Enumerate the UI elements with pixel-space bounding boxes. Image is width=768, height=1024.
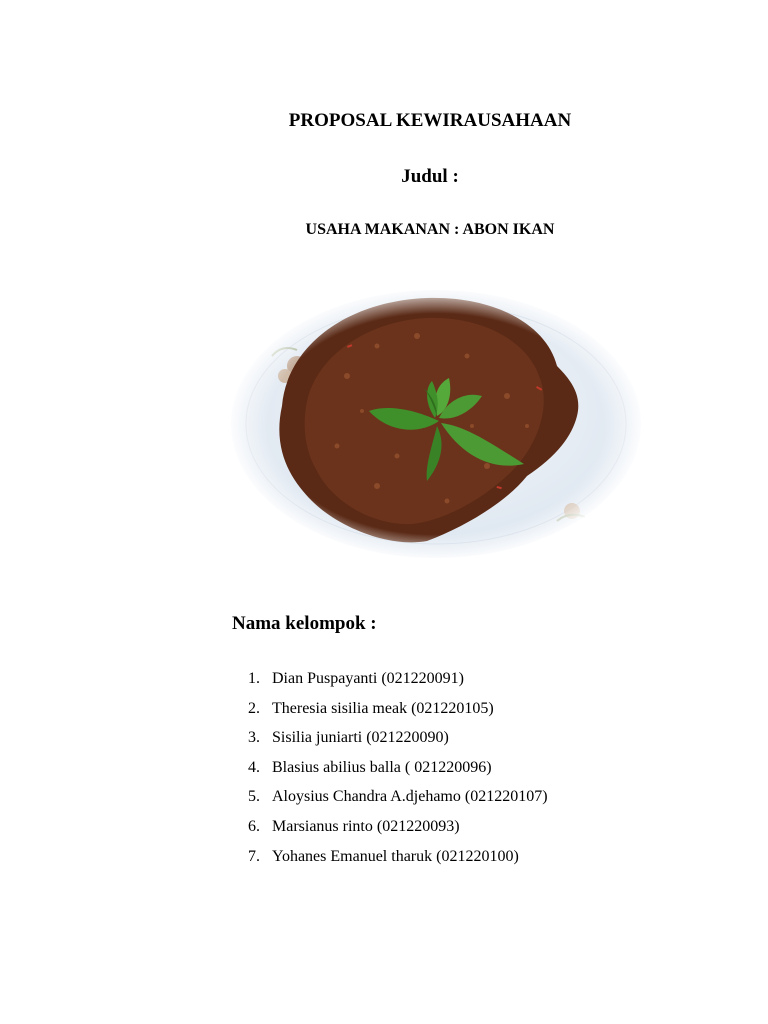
member-name: Marsianus rinto (021220093) [272,817,460,835]
member-name: Sisilia juniarti (021220090) [272,729,449,747]
list-number: 5. [248,788,260,806]
list-number: 2. [248,699,260,717]
member-list [248,664,548,871]
abon-ikan-photo [227,286,645,562]
document-title: PROPOSAL KEWIRAUSAHAAN [288,110,572,131]
list-number: 4. [248,758,260,776]
member-name: Aloysius Chandra A.djehamo (021220107) [272,788,548,806]
list-number: 1. [248,670,260,687]
list-number: 6. [248,817,260,835]
list-item [248,753,548,783]
member-name: Theresia sisilia meak (021220105) [272,699,494,717]
list-item [248,812,548,842]
list-item [248,842,548,872]
list-number: 3. [248,729,260,747]
member-name: Yohanes Emanuel tharuk (021220100) [272,847,519,865]
list-number: 7. [248,847,260,865]
judul-label: Judul : [401,166,459,187]
abon-ikan-illustration [227,286,645,562]
business-title: USAHA MAKANAN : ABON IKAN [305,221,555,238]
members-heading: Nama kelompok : [232,613,377,634]
list-item [248,694,548,724]
member-name: Dian Puspayanti (021220091) [272,670,464,687]
list-item [248,664,548,694]
list-item [248,723,548,753]
member-name: Blasius abilius balla ( 021220096) [272,758,492,776]
list-item [248,782,548,812]
